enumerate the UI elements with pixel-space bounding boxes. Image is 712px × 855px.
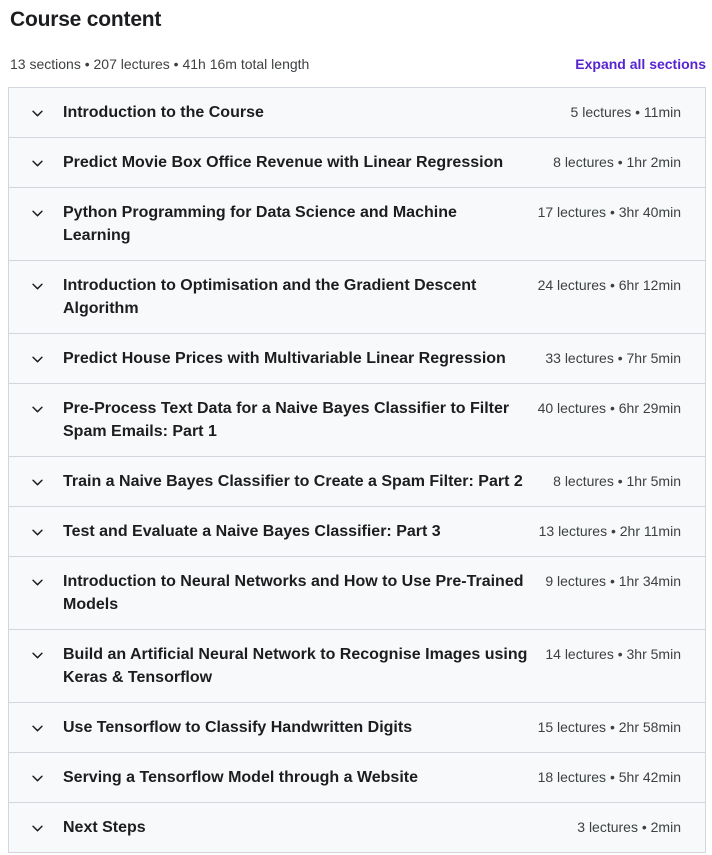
- section-row[interactable]: [9, 88, 705, 137]
- section-row[interactable]: [9, 260, 705, 333]
- section-row[interactable]: [9, 383, 705, 456]
- section-row[interactable]: [9, 333, 705, 383]
- section-title: Predict House Prices with Multivariable Linear Regression: [63, 350, 506, 367]
- chevron-down-icon: [31, 526, 44, 539]
- section-list: [8, 87, 706, 853]
- chevron-down-icon: [31, 207, 44, 220]
- section-lecture-count: 18 lectures • 5hr 42min: [537, 769, 681, 785]
- section-title: Next Steps: [63, 819, 146, 836]
- expand-all-sections-link[interactable]: Expand all sections: [575, 56, 706, 72]
- section-title: Build an Artificial Neural Network to Recognise Images using Keras & Tensorflow: [63, 646, 528, 686]
- section-lecture-count: 8 lectures • 1hr 2min: [553, 154, 681, 170]
- course-meta-bar: [8, 56, 706, 72]
- section-title: Introduction to the Course: [63, 104, 264, 121]
- section-lecture-count: 24 lectures • 6hr 12min: [537, 277, 681, 293]
- section-title: Serving a Tensorflow Model through a Website: [63, 769, 418, 786]
- section-title: Train a Naive Bayes Classifier to Create a Spam Filter: Part 2: [63, 473, 523, 490]
- chevron-down-icon: [31, 107, 44, 120]
- page-title: Course content: [10, 8, 162, 31]
- chevron-down-icon: [31, 353, 44, 366]
- chevron-down-icon: [31, 722, 44, 735]
- chevron-down-icon: [31, 476, 44, 489]
- section-title: Introduction to Neural Networks and How to Use Pre-Trained Models: [63, 573, 524, 613]
- chevron-down-icon: [31, 157, 44, 170]
- section-lecture-count: 33 lectures • 7hr 5min: [545, 350, 681, 366]
- section-title: Introduction to Optimisation and the Gradient Descent Algorithm: [63, 277, 477, 317]
- chevron-down-icon: [31, 822, 44, 835]
- section-row[interactable]: [9, 802, 705, 852]
- section-title: Use Tensorflow to Classify Handwritten Digits: [63, 719, 413, 736]
- chevron-down-icon: [31, 649, 44, 662]
- section-title: Predict Movie Box Office Revenue with Linear Regression: [63, 154, 504, 171]
- section-lecture-count: 3 lectures • 2min: [577, 819, 681, 835]
- section-title: Python Programming for Data Science and Machine Learning: [63, 204, 457, 244]
- section-lecture-count: 8 lectures • 1hr 5min: [553, 473, 681, 489]
- chevron-down-icon: [31, 576, 44, 589]
- section-row[interactable]: [9, 752, 705, 802]
- section-row[interactable]: [9, 506, 705, 556]
- section-row[interactable]: [9, 456, 705, 506]
- section-row[interactable]: [9, 137, 705, 187]
- section-lecture-count: 13 lectures • 2hr 11min: [538, 523, 681, 539]
- course-summary: 13 sections • 207 lectures • 41h 16m total length: [10, 56, 310, 72]
- chevron-down-icon: [31, 772, 44, 785]
- section-lecture-count: 17 lectures • 3hr 40min: [537, 204, 681, 220]
- section-row[interactable]: [9, 556, 705, 629]
- section-lecture-count: 15 lectures • 2hr 58min: [537, 719, 681, 735]
- section-row[interactable]: [9, 629, 705, 702]
- section-row[interactable]: [9, 702, 705, 752]
- section-lecture-count: 14 lectures • 3hr 5min: [545, 646, 681, 662]
- section-row[interactable]: [9, 187, 705, 260]
- chevron-down-icon: [31, 280, 44, 293]
- section-lecture-count: 40 lectures • 6hr 29min: [537, 400, 681, 416]
- section-lecture-count: 9 lectures • 1hr 34min: [545, 573, 681, 589]
- chevron-down-icon: [31, 403, 44, 416]
- section-lecture-count: 5 lectures • 11min: [570, 104, 681, 120]
- section-title: Test and Evaluate a Naive Bayes Classifier: Part 3: [63, 523, 441, 540]
- section-title: Pre-Process Text Data for a Naive Bayes Classifier to Filter Spam Emails: Part 1: [63, 400, 510, 440]
